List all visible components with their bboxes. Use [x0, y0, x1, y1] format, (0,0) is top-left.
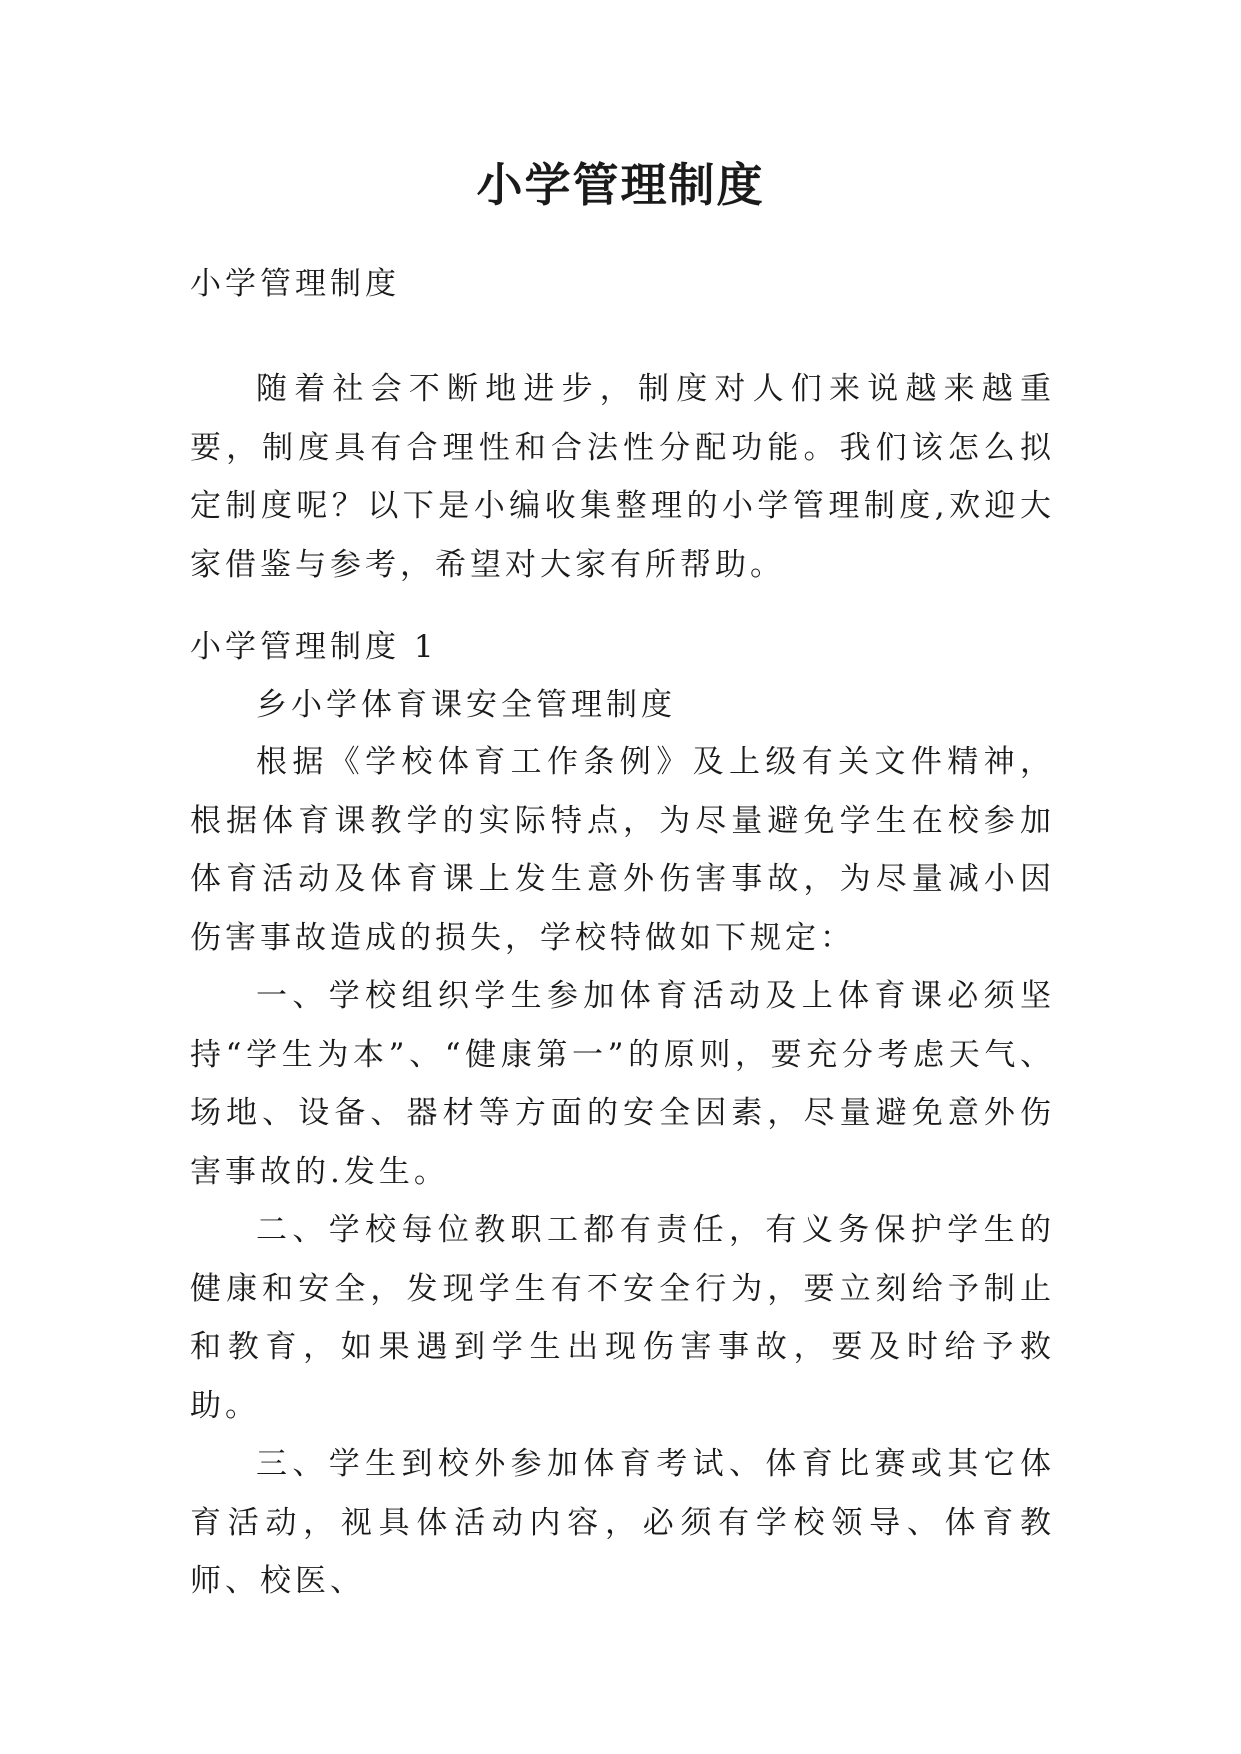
body-paragraph-1: 根据《学校体育工作条例》及上级有关文件精神，根据体育课教学的实际特点，为尽量避免学生在校参加体育活动及体育课上发生意外伤害事故，为尽量减小因伤害事故造成的损失，学校特做如下规定： — [190, 744, 1055, 956]
section-subtitle: 乡小学体育课安全管理制度 — [256, 687, 676, 723]
section-body — [190, 733, 1055, 1611]
body-paragraph-4: 三、学生到校外参加体育考试、体育比赛或其它体育活动，视具体活动内容，必须有学校领导、体育教师、校医、 — [190, 1446, 1055, 1599]
document-subtitle: 小学管理制度 — [190, 266, 400, 302]
document-title: 小学管理制度 — [476, 158, 765, 212]
body-paragraph-2: 一、学校组织学生参加体育活动及上体育课必须坚持“学生为本”、“健康第一”的原则，要充分考虑天气、场地、设备、器材等方面的安全因素，尽量避免意外伤害事故的.发生。 — [190, 978, 1055, 1190]
intro-paragraph: 随着社会不断地进步，制度对人们来说越来越重要，制度具有合理性和合法性分配功能。我们该怎么拟定制度呢？以下是小编收集整理的小学管理制度,欢迎大家借鉴与参考，希望对大家有所帮助。 — [190, 371, 1055, 583]
section-heading: 小学管理制度 1 — [190, 629, 438, 665]
body-paragraph-3: 二、学校每位教职工都有责任，有义务保护学生的健康和安全，发现学生有不安全行为，要立刻给予制止和教育，如果遇到学生出现伤害事故，要及时给予救助。 — [190, 1212, 1055, 1424]
